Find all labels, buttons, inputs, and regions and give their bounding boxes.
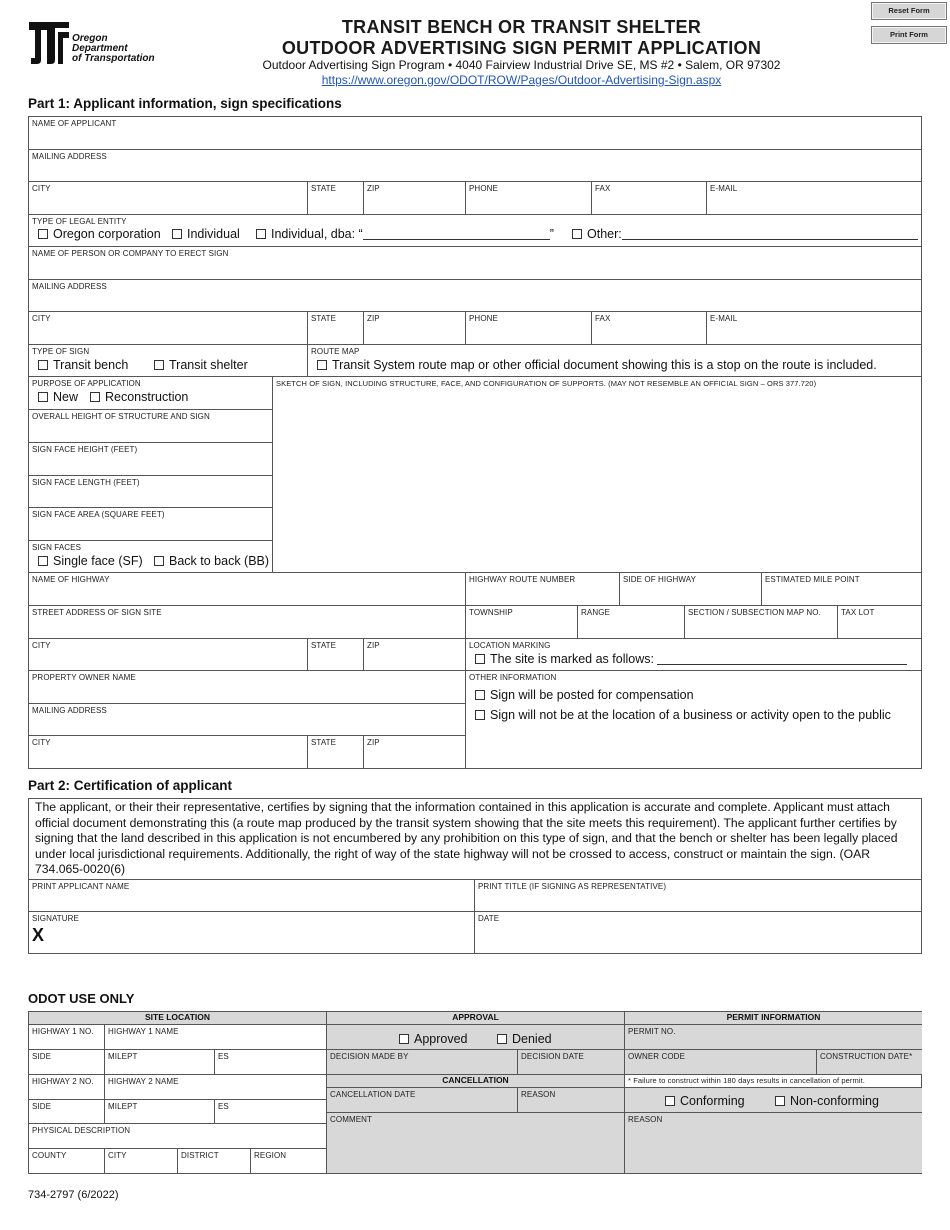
side-of-highway-field[interactable]: SIDE OF HIGHWAY: [620, 573, 762, 606]
applicant-mailing-address-field[interactable]: MAILING ADDRESS: [29, 150, 922, 182]
highway-route-number-field[interactable]: HIGHWAY ROUTE NUMBER: [466, 573, 620, 606]
applicant-fax-field[interactable]: FAX: [592, 182, 707, 215]
highway-1-no-field[interactable]: HIGHWAY 1 NO.: [29, 1025, 105, 1050]
print-applicant-name-field[interactable]: PRINT APPLICANT NAME: [29, 879, 475, 912]
site-location-header: SITE LOCATION: [29, 1012, 327, 1025]
sign-face-area-field[interactable]: SIGN FACE AREA (SQUARE FEET): [29, 508, 273, 541]
township-field[interactable]: TOWNSHIP: [466, 606, 578, 639]
location-marking-section: LOCATION MARKING The site is marked as follows:: [466, 639, 922, 671]
single-face-checkbox[interactable]: [38, 556, 48, 566]
denied-option[interactable]: Denied: [497, 1032, 552, 1046]
location-marking-input[interactable]: [657, 654, 907, 665]
other-entity-input[interactable]: [622, 229, 918, 240]
comment-field[interactable]: COMMENT: [327, 1113, 625, 1173]
applicant-name-field[interactable]: NAME OF APPLICANT: [29, 117, 922, 150]
purpose-reconstruction-option[interactable]: Reconstruction: [90, 390, 188, 404]
conforming-option[interactable]: Conforming: [665, 1094, 745, 1108]
form-title-line-2: OUTDOOR ADVERTISING SIGN PERMIT APPLICATION: [281, 38, 762, 58]
form-title-line-1: TRANSIT BENCH OR TRANSIT SHELTER: [341, 17, 702, 37]
part-1-heading: Part 1: Applicant information, sign specifications: [28, 96, 342, 111]
estimated-mile-point-field[interactable]: ESTIMATED MILE POINT: [762, 573, 922, 606]
permit-no-field[interactable]: PERMIT NO.: [625, 1025, 922, 1050]
section-map-field[interactable]: SECTION / SUBSECTION MAP NO.: [685, 606, 838, 639]
certification-text: The applicant, or their their representative, certifies by signing that the information contained in this application is accurate and complete. Applicant must attach official document demonstrating this (a route map produced by the transit system showing that the site meets this requirement). The applicant further certifies by signing that the land described in this application is not encumbered by any prohibition on this type of sign, and that the bench or shelter has been legally placed under local jurisdictional requirements. Additionally, the right of way of the state highway will not be crossed to access, construct or maintain the sign. (OAR 734.065-0020(6): [35, 800, 898, 877]
part-1-form: [28, 116, 922, 769]
part-2-heading: Part 2: Certification of applicant: [28, 778, 233, 793]
print-title-field[interactable]: PRINT TITLE (IF SIGNING AS REPRESENTATIVE): [475, 879, 922, 912]
erector-email-field[interactable]: E-MAIL: [707, 312, 922, 345]
odot-use-only-heading: ODOT USE ONLY: [28, 991, 135, 1006]
other-information-section: OTHER INFORMATION Sign will be posted for compensation Sign will not be at the location of a business or activity open to the public: [469, 673, 891, 722]
highway-name-field[interactable]: NAME OF HIGHWAY: [29, 573, 466, 606]
applicant-city-field[interactable]: CITY: [29, 182, 308, 215]
legal-entity-section: TYPE OF LEGAL ENTITY Oregon corporation Individual Individual, dba: “ ” Other:: [29, 215, 922, 247]
cancellation-reason-field[interactable]: REASON: [518, 1088, 625, 1113]
sign-sketch-area[interactable]: SKETCH OF SIGN, INCLUDING STRUCTURE, FACE, AND CONFIGURATION OF SUPPORTS. (MAY NOT RESEMBLE AN OFFICIAL SIGN – ORS 377.720): [273, 377, 922, 573]
signature-x-mark: X: [32, 925, 45, 945]
non-conforming-checkbox[interactable]: [775, 1096, 785, 1106]
owner-state-field[interactable]: STATE: [308, 736, 364, 769]
highway-1-milept-field[interactable]: MILEPT: [105, 1050, 215, 1075]
odot-logo: [27, 20, 177, 66]
erector-mailing-address-field[interactable]: MAILING ADDRESS: [29, 280, 922, 312]
cancellation-header: CANCELLATION: [327, 1075, 625, 1088]
odot-use-only-table: [28, 1011, 922, 1174]
erector-name-field[interactable]: NAME OF PERSON OR COMPANY TO ERECT SIGN: [29, 247, 922, 280]
back-to-back-checkbox[interactable]: [154, 556, 164, 566]
highway-2-milept-field[interactable]: MILEPT: [105, 1100, 215, 1124]
site-zip-field[interactable]: ZIP: [364, 639, 466, 671]
overall-height-field[interactable]: OVERALL HEIGHT OF STRUCTURE AND SIGN: [29, 410, 273, 443]
erector-city-field[interactable]: CITY: [29, 312, 308, 345]
conforming-checkbox[interactable]: [665, 1096, 675, 1106]
compensation-checkbox[interactable]: [475, 690, 485, 700]
decision-date-field[interactable]: DECISION DATE: [518, 1050, 625, 1075]
applicant-state-field[interactable]: STATE: [308, 182, 364, 215]
legal-entity-dba-option[interactable]: Individual, dba: “ ”: [256, 227, 554, 241]
corporation-checkbox[interactable]: [38, 229, 48, 239]
construction-footnote: * Failure to construct within 180 days results in cancellation of permit.: [625, 1075, 922, 1088]
dba-name-input[interactable]: [363, 229, 550, 240]
transit-shelter-option[interactable]: Transit shelter: [154, 358, 248, 372]
sign-face-height-field[interactable]: SIGN FACE HEIGHT (FEET): [29, 443, 273, 476]
logo-line-1: Oregon: [72, 33, 108, 44]
legal-entity-corporation-option[interactable]: Oregon corporation: [38, 227, 161, 241]
type-of-sign-section: TYPE OF SIGN Transit bench Transit shelter: [29, 345, 308, 377]
erector-fax-field[interactable]: FAX: [592, 312, 707, 345]
cancellation-date-field[interactable]: CANCELLATION DATE: [327, 1088, 518, 1113]
compensation-option[interactable]: Sign will be posted for compensation: [475, 688, 694, 702]
owner-code-field[interactable]: OWNER CODE: [625, 1050, 817, 1075]
applicant-email-field[interactable]: E-MAIL: [707, 182, 922, 215]
legal-entity-other-option[interactable]: Other:: [572, 227, 918, 241]
highway-1-side-field[interactable]: SIDE: [29, 1050, 105, 1075]
county-field[interactable]: COUNTY: [29, 1149, 105, 1173]
property-owner-name-field[interactable]: PROPERTY OWNER NAME: [29, 671, 466, 704]
approved-checkbox[interactable]: [399, 1034, 409, 1044]
highway-1-name-field[interactable]: HIGHWAY 1 NAME: [105, 1025, 327, 1050]
single-face-option[interactable]: Single face (SF): [38, 554, 143, 568]
highway-2-no-field[interactable]: HIGHWAY 2 NO.: [29, 1075, 105, 1100]
back-to-back-option[interactable]: Back to back (BB): [154, 554, 269, 568]
denied-checkbox[interactable]: [497, 1034, 507, 1044]
transit-shelter-checkbox[interactable]: [154, 360, 164, 370]
approved-option[interactable]: Approved: [399, 1032, 468, 1046]
conformity-section: [625, 1088, 922, 1113]
permit-reason-field[interactable]: REASON: [625, 1113, 922, 1173]
site-city-field[interactable]: CITY: [29, 639, 308, 671]
not-business-location-checkbox[interactable]: [475, 710, 485, 720]
program-url-link[interactable]: https://www.oregon.gov/ODOT/ROW/Pages/Outdoor-Advertising-Sign.aspx: [321, 73, 722, 87]
site-state-field[interactable]: STATE: [308, 639, 364, 671]
owner-mailing-address-field[interactable]: MAILING ADDRESS: [29, 704, 466, 736]
program-address: Outdoor Advertising Sign Program • 4040 Fairview Industrial Drive SE, MS #2 • Salem, OR 97302: [262, 58, 781, 72]
erector-phone-field[interactable]: PHONE: [466, 312, 592, 345]
reset-form-button[interactable]: Reset Form: [871, 2, 947, 20]
city-field[interactable]: CITY: [105, 1149, 178, 1173]
signature-date-field[interactable]: DATE: [478, 914, 500, 923]
highway-2-es-field[interactable]: ES: [215, 1100, 327, 1124]
applicant-zip-field[interactable]: ZIP: [364, 182, 466, 215]
highway-2-name-field[interactable]: HIGHWAY 2 NAME: [105, 1075, 327, 1100]
new-checkbox[interactable]: [38, 392, 48, 402]
street-address-field[interactable]: STREET ADDRESS OF SIGN SITE: [29, 606, 466, 639]
transit-bench-checkbox[interactable]: [38, 360, 48, 370]
route-map-checkbox[interactable]: [317, 360, 327, 370]
range-field[interactable]: RANGE: [578, 606, 685, 639]
odot-logo-icon: [27, 20, 71, 66]
route-map-section: ROUTE MAP Transit System route map or other official document showing this is a stop on the route is included.: [308, 345, 922, 377]
sign-face-length-field[interactable]: SIGN FACE LENGTH (FEET): [29, 476, 273, 508]
transit-bench-option[interactable]: Transit bench: [38, 358, 128, 372]
location-marking-option[interactable]: The site is marked as follows:: [475, 652, 907, 666]
form-number: 734-2797 (6/2022): [28, 1189, 119, 1201]
non-conforming-option[interactable]: Non-conforming: [775, 1094, 879, 1108]
district-field[interactable]: DISTRICT: [178, 1149, 251, 1173]
not-business-location-option[interactable]: Sign will not be at the location of a business or activity open to the public: [475, 708, 891, 722]
individual-checkbox[interactable]: [172, 229, 182, 239]
decision-made-by-field[interactable]: DECISION MADE BY: [327, 1050, 518, 1075]
location-marking-checkbox[interactable]: [475, 654, 485, 664]
physical-description-field[interactable]: PHYSICAL DESCRIPTION: [29, 1124, 327, 1149]
owner-city-field[interactable]: CITY: [29, 736, 308, 769]
logo-line-3: of Transportation: [72, 53, 155, 64]
erector-zip-field[interactable]: ZIP: [364, 312, 466, 345]
reconstruction-checkbox[interactable]: [90, 392, 100, 402]
highway-1-es-field[interactable]: ES: [215, 1050, 327, 1075]
owner-zip-field[interactable]: ZIP: [364, 736, 466, 769]
part-2-form: [28, 798, 922, 954]
erector-state-field[interactable]: STATE: [308, 312, 364, 345]
approval-header: APPROVAL: [327, 1012, 625, 1025]
applicant-phone-field[interactable]: PHONE: [466, 182, 592, 215]
tax-lot-field[interactable]: TAX LOT: [838, 606, 922, 639]
region-field[interactable]: REGION: [251, 1149, 327, 1173]
permit-information-header: PERMIT INFORMATION: [625, 1012, 922, 1025]
signature-field[interactable]: SIGNATURE X: [29, 912, 475, 953]
route-map-option[interactable]: Transit System route map or other official document showing this is a stop on the route is included.: [317, 358, 877, 372]
legal-entity-individual-option[interactable]: Individual: [172, 227, 240, 241]
highway-2-side-field[interactable]: SIDE: [29, 1100, 105, 1124]
print-form-button[interactable]: Print Form: [871, 26, 947, 44]
construction-date-field[interactable]: CONSTRUCTION DATE*: [817, 1050, 922, 1075]
dba-checkbox[interactable]: [256, 229, 266, 239]
purpose-section: PURPOSE OF APPLICATION New Reconstruction: [29, 377, 273, 410]
approval-decision-section: [327, 1025, 625, 1050]
other-checkbox[interactable]: [572, 229, 582, 239]
purpose-new-option[interactable]: New: [38, 390, 78, 404]
sign-faces-section: SIGN FACES Single face (SF) Back to back (BB): [29, 541, 273, 573]
logo-line-2: Department: [72, 43, 128, 54]
